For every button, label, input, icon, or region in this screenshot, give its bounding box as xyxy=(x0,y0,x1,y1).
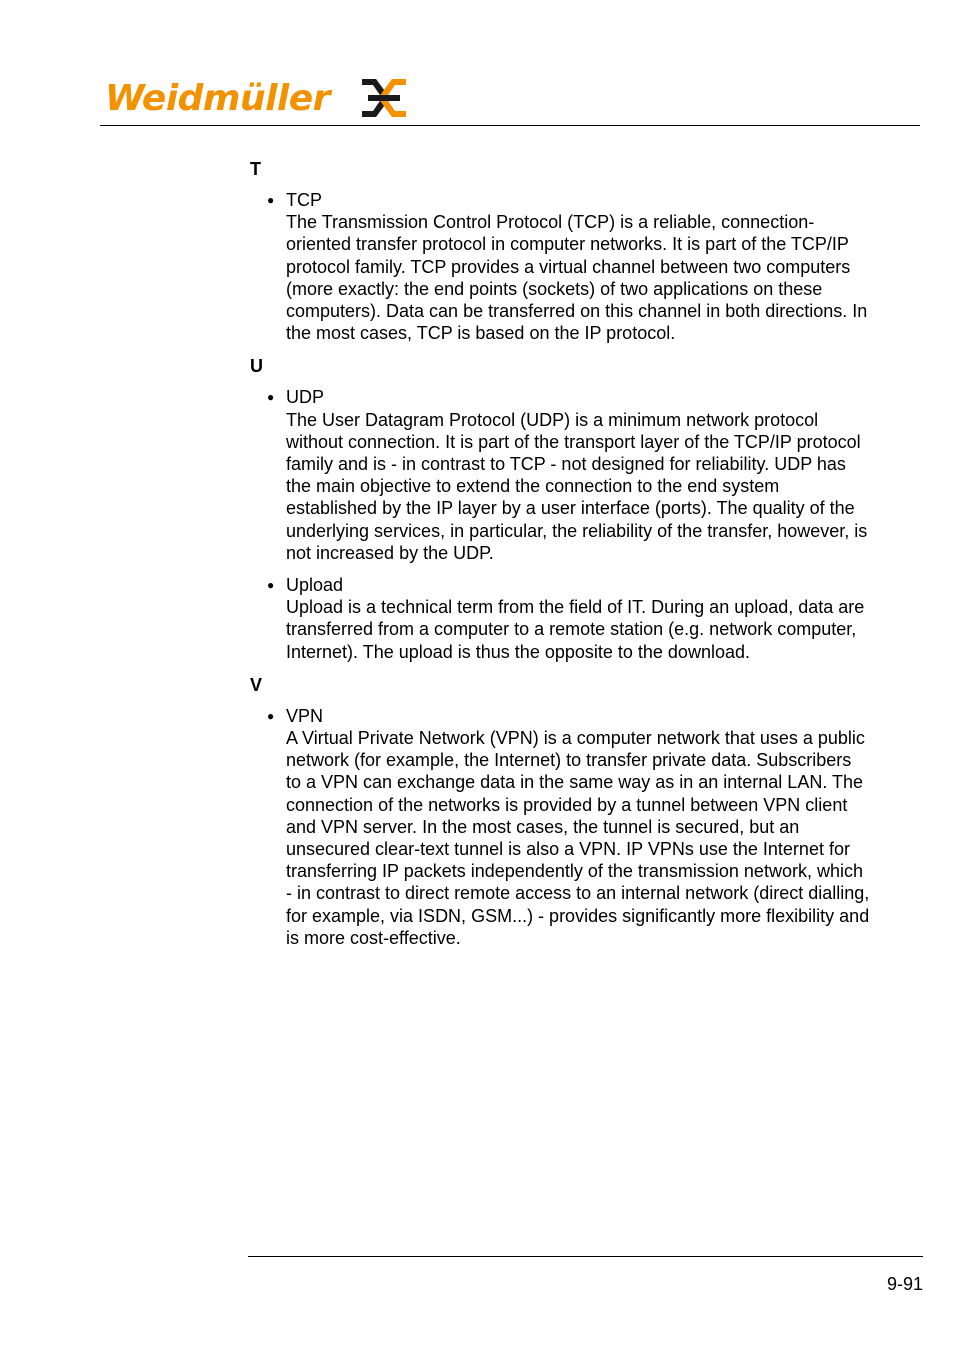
logo-wordmark: Weidmüller xyxy=(105,78,330,119)
entry-definition: The User Datagram Protocol (UDP) is a minimum network protocol without connection. It is part of the transport layer of the TCP/IP protocol family and is - in contrast to TCP - not designed for reliability. UDP has the main objective to extend the connection to the end system established by the IP layer by a user interface (ports). The quality of the underlying services, in particular, the reliability of the transfer, however, is not increased by the UDP. xyxy=(286,409,868,563)
glossary-entry-upload xyxy=(250,574,870,663)
header-divider xyxy=(100,125,920,126)
bullet-icon: ● xyxy=(267,578,275,593)
bullet-icon: ● xyxy=(267,708,275,723)
entry-definition: The Transmission Control Protocol (TCP) is a reliable, connection-oriented transfer protocol in computer networks. It is part of the TCP/IP protocol family. TCP provides a virtual channel between two computers (more exactly: the end points (sockets) of two applications on these computers). Data can be transferred on this channel in both directions. In the most cases, TCP is based on the IP protocol. xyxy=(286,212,868,344)
glossary-entry-udp xyxy=(250,386,870,564)
entry-term: VPN xyxy=(286,705,324,726)
footer-divider xyxy=(248,1256,923,1257)
entry-term: Upload xyxy=(286,575,344,596)
glossary-section-u xyxy=(250,354,870,662)
weidmuller-cross-icon xyxy=(360,76,408,120)
glossary-entry-tcp xyxy=(250,189,870,344)
bullet-icon: ● xyxy=(267,193,275,207)
weidmuller-logo xyxy=(105,76,415,122)
page-header xyxy=(0,0,954,130)
page-number: 9-91 xyxy=(886,1274,923,1294)
entry-term: TCP xyxy=(286,190,322,210)
section-letter: T xyxy=(250,159,261,179)
entry-term: UDP xyxy=(286,387,325,408)
entry-definition: Upload is a technical term from the field of IT. During an upload, data are transferred from a computer to a remote station (e.g. network computer, Internet). The upload is thus the opposite to the download. xyxy=(286,597,865,662)
section-letter: U xyxy=(250,356,263,377)
bullet-icon: ● xyxy=(267,390,275,405)
glossary-section-t xyxy=(250,157,870,344)
glossary-content xyxy=(250,157,870,959)
section-letter: V xyxy=(250,674,263,695)
entry-definition: A Virtual Private Network (VPN) is a computer network that uses a public network (for example, the Internet) to transfer private data. Subscribers to a VPN can exchange data in the same way as in an internal LAN. The connection of the networks is provided by a tunnel between VPN client and VPN server. In the most cases, the tunnel is secured, but an unsecured clear-text tunnel is also a VPN. IP VPNs use the Internet for transferring IP packets independently of the transmission network, which - in contrast to direct remote access to an internal network (direct dialling, for example, via ISDN, GSM...) - provides significantly more flexibility and is more cost-effective. xyxy=(286,728,870,948)
logo-mark-center-bar xyxy=(368,95,400,101)
glossary-section-v xyxy=(250,673,870,949)
glossary-entry-vpn xyxy=(250,705,870,949)
